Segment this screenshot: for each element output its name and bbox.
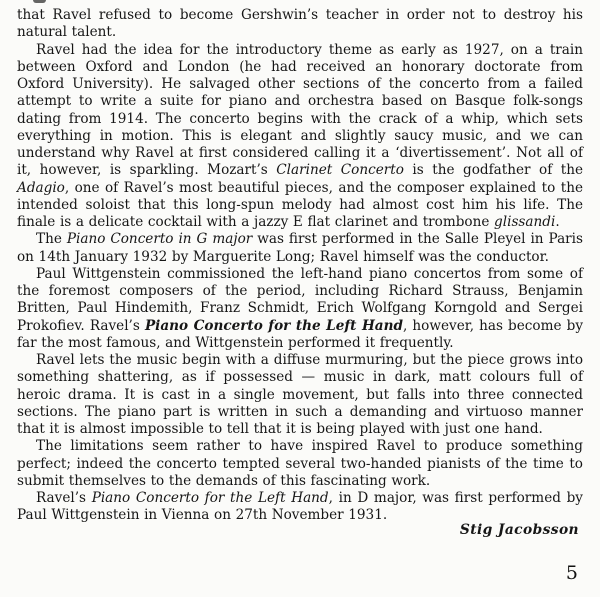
text-segment: The	[36, 231, 67, 248]
text-segment: Ravel’s	[36, 490, 92, 506]
work-title: Piano Concerto for the Left Hand	[91, 490, 329, 506]
text-segment: Paul Wittgenstein commissioned the left-hand piano concertos from some of the foremost composers of the period, including Richard Strauss, Benjamin Britten, Paul Hindemith, Franz Schmidt, Erich Wolfgang Korngold and Sergei Prokofiev. Ravel’s	[17, 265, 583, 334]
text-segment: , in D major, was first performed by Paul Wittgenstein in Vienna on 27th November 1931.	[17, 490, 583, 524]
article-body	[17, 7, 583, 525]
paragraph	[17, 352, 583, 438]
text-segment: The limitations seem rather to have inspired Ravel to produce something perfect; indeed the concerto tempted several two-handed pianists of the time to submit themselves to the demands of this fascinating work.	[17, 438, 583, 489]
work-title: Clarinet Concerto	[276, 162, 404, 179]
paragraph	[17, 231, 583, 266]
work-title: glissandi	[494, 214, 556, 230]
page-number: 5	[565, 562, 578, 584]
paragraph	[17, 42, 583, 232]
text-segment: is the godfather of the	[403, 162, 583, 179]
work-title: Adagio	[17, 179, 65, 196]
paragraph	[17, 266, 583, 352]
text-segment: , however, has become by far the most famous, and Wittgenstein performed it frequently.	[17, 317, 583, 351]
scan-artifact	[33, 0, 46, 3]
text-segment: Ravel had the idea for the introductory theme as early as 1927, on a train between Oxford and London (he had received an honorary doctorate from Oxford University). He salvaged other sections of the concerto from a failed attempt to write a suite for piano and orchestra based on Basque folk-songs dating from 1914. The concerto begins with the crack of a whip, which sets everything in motion. This is elegant and slightly saucy music, and we can understand why Ravel at first considered calling it a ‘divertissement’. Not all of it, however, is sparkling. Mozart’s	[17, 41, 583, 179]
work-title: Piano Concerto in G major	[66, 231, 253, 248]
text-segment: that Ravel refused to become Gershwin’s teacher in order not to destroy his natural talent.	[17, 7, 583, 41]
text-segment: .	[555, 214, 560, 230]
work-title: Piano Concerto for the Left Hand	[144, 317, 403, 334]
text-segment: was first performed in the Salle Pleyel in Paris on 14th January 1932 by Marguerite Long; Ravel himself was the conductor.	[17, 231, 583, 265]
text-segment: , one of Ravel’s most beautiful pieces, and the composer explained to the intended soloist that this long-spun melody had almost cost him his life. The finale is a delicate cocktail with a jazzy E flat clarinet and trombone	[17, 179, 583, 230]
text-segment: Ravel lets the music begin with a diffuse murmuring, but the piece grows into something shattering, as if possessed — music in dark, matt colours full of heroic drama. It is cast in a single movement, but falls into three connected sections. The piano part is written in such a demanding and virtuoso manner that it is almost impossible to tell that it is being played with just one hand.	[17, 352, 583, 437]
paragraph	[17, 490, 583, 525]
paragraph	[17, 438, 583, 490]
author-signature: Stig Jacobsson	[459, 521, 579, 538]
paragraph	[17, 7, 583, 42]
